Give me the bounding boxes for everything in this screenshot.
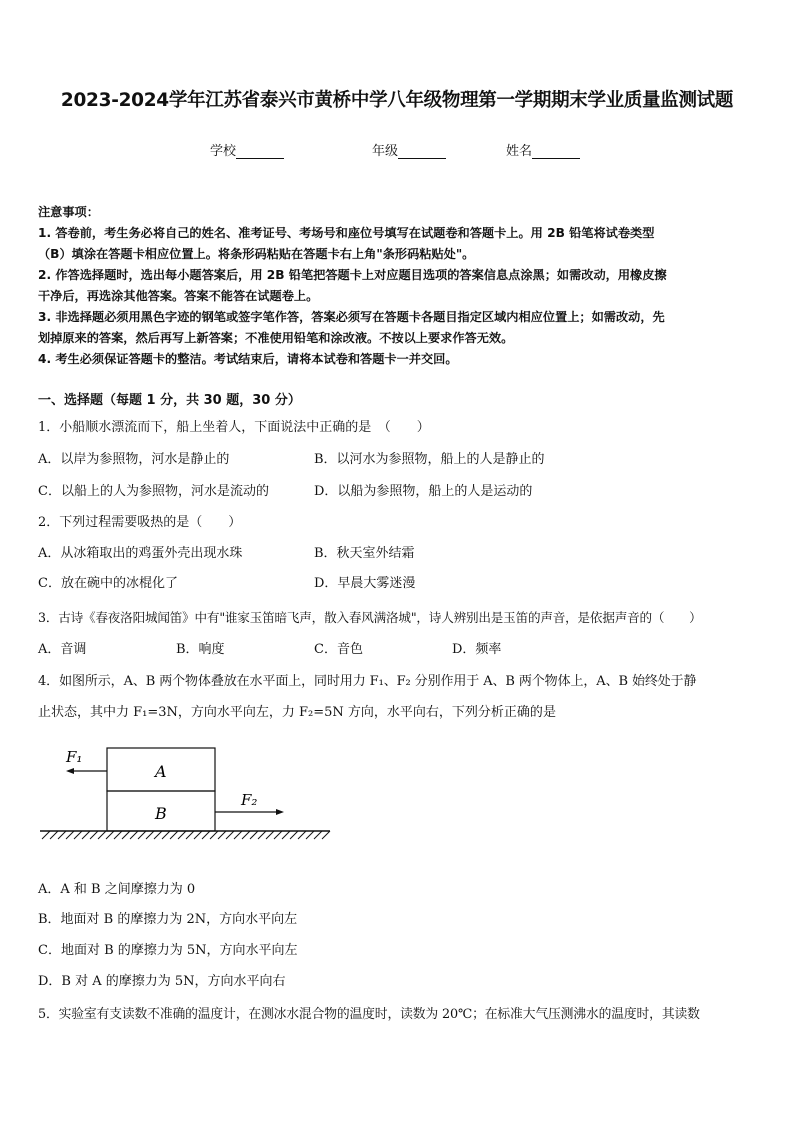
name-blank[interactable]: [532, 146, 580, 159]
question-5-stem: 5．实验室有支读数不准确的温度计，在测冰水混合物的温度时，读数为 20℃；在标准大气压测沸水的温度时，其读数: [38, 1007, 700, 1022]
notice-line: （B）填涂在答题卡相应位置上。将条形码粘贴在答题卡右上角"条形码粘贴处"。: [38, 247, 475, 261]
notice-line: 干净后，再选涂其他答案。答案不能答在试题卷上。: [38, 289, 319, 303]
q2-option-a[interactable]: A．从冰箱取出的鸡蛋外壳出现水珠: [38, 546, 243, 561]
grade-label: 年级: [372, 144, 399, 159]
q3-option-d[interactable]: D．频率: [452, 642, 502, 657]
q4-option-a[interactable]: A．A 和 B 之间摩擦力为 0: [38, 882, 196, 897]
q1-option-b[interactable]: B．以河水为参照物，船上的人是静止的: [314, 452, 545, 467]
ground-hatching: [42, 831, 330, 839]
q3-option-b[interactable]: B．响度: [176, 642, 225, 657]
f1-arrow-head: [66, 768, 74, 774]
block-b-label: B: [155, 804, 167, 823]
page-title: 2023-2024学年江苏省泰兴市黄桥中学八年级物理第一学期期末学业质量监测试题: [60, 90, 734, 111]
section-heading: 一、选择题（每题 1 分，共 30 题，30 分）: [38, 393, 301, 408]
q1-option-c[interactable]: C．以船上的人为参照物，河水是流动的: [38, 484, 269, 499]
school-label: 学校: [210, 144, 237, 159]
notice-line: 划掉原来的答案，然后再写上新答案；不准使用铅笔和涂改液。不按以上要求作答无效。: [38, 331, 514, 345]
question-1-stem: 1．小船顺水漂流而下，船上坐着人，下面说法中正确的是 （ ）: [38, 420, 430, 435]
q4-option-c[interactable]: C．地面对 B 的摩擦力为 5N，方向水平向左: [38, 943, 298, 958]
f1-label: F₁: [66, 748, 83, 766]
notice-line: 3. 非选择题必须用黑色字迹的钢笔或签字笔作答，答案必须写在答题卡各题目指定区域内相应位置上；如需改动，先: [38, 310, 665, 324]
notice-line: 1. 答卷前，考生务必将自己的姓名、准考证号、考场号和座位号填写在试题卷和答题卡上。用 2B 铅笔将试卷类型: [38, 226, 655, 240]
question-3-stem: 3．古诗《春夜洛阳城闻笛》中有"谁家玉笛暗飞声，散入春风满洛城"，诗人辨别出是玉笛的声音，是依据声音的（ ）: [38, 610, 702, 625]
question-4-stem: 4．如图所示，A、B 两个物体叠放在水平面上，同时用力 F₁、F₂ 分别作用于 A、B 两个物体上，A、B 始终处于静: [38, 674, 697, 689]
q2-option-b[interactable]: B．秋天室外结霜: [314, 546, 415, 561]
f2-arrow-head: [276, 809, 284, 815]
notice-heading: 注意事项：: [38, 205, 99, 219]
question-4-stem-cont: 止状态，其中力 F₁=3N，方向水平向左，力 F₂=5N 方向，水平向右，下列分析正确的是: [38, 705, 556, 720]
block-a-label: A: [155, 762, 167, 781]
q1-option-d[interactable]: D．以船为参照物，船上的人是运动的: [314, 484, 533, 499]
f2-label: F₂: [241, 791, 258, 809]
q1-option-a[interactable]: A．以岸为参照物，河水是静止的: [38, 452, 230, 467]
force-diagram: [36, 742, 336, 852]
q4-option-b[interactable]: B．地面对 B 的摩擦力为 2N，方向水平向左: [38, 912, 298, 927]
q2-option-c[interactable]: C．放在碗中的冰棍化了: [38, 576, 178, 591]
q4-option-d[interactable]: D．B 对 A 的摩擦力为 5N，方向水平向右: [38, 974, 286, 989]
school-field: [210, 140, 284, 159]
grade-blank[interactable]: [398, 146, 446, 159]
q3-option-c[interactable]: C．音色: [314, 642, 363, 657]
notice-line: 4. 考生必须保证答题卡的整洁。考试结束后，请将本试卷和答题卡一并交回。: [38, 352, 458, 366]
q2-option-d[interactable]: D．早晨大雾迷漫: [314, 576, 416, 591]
question-2-stem: 2．下列过程需要吸热的是（ ）: [38, 515, 242, 530]
name-label: 姓名: [506, 144, 533, 159]
q3-option-a[interactable]: A．音调: [38, 642, 87, 657]
notice-line: 2. 作答选择题时，选出每小题答案后，用 2B 铅笔把答题卡上对应题目选项的答案信息点涂黑；如需改动，用橡皮擦: [38, 268, 667, 282]
school-blank[interactable]: [236, 146, 284, 159]
grade-field: [372, 140, 446, 159]
name-field: [506, 140, 580, 159]
